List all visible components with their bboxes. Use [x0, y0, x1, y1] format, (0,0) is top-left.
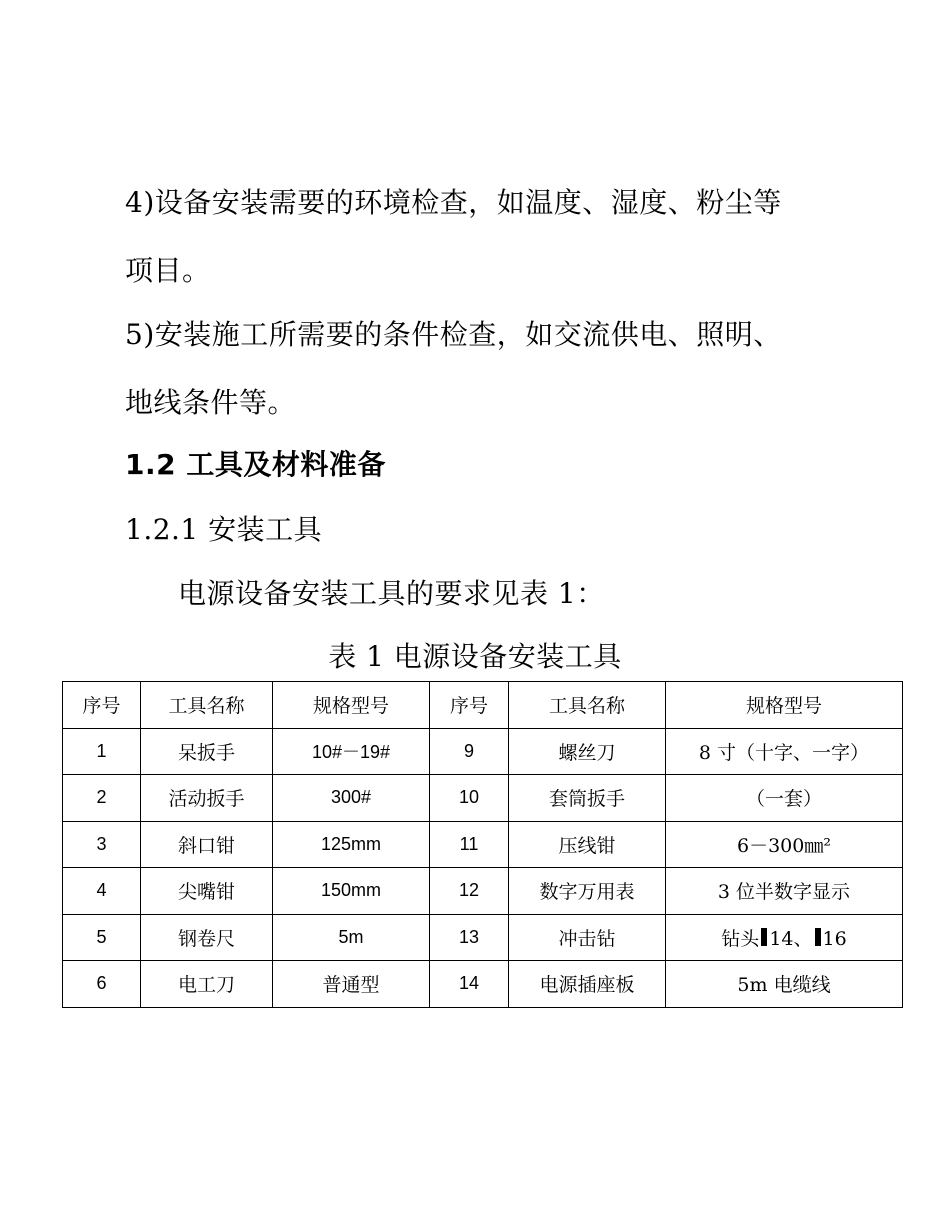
table-cell: 尖嘴钳 — [141, 868, 273, 915]
table-cell: 斜口钳 — [141, 821, 273, 868]
item-5-line-2: 地线条件等。 — [125, 386, 297, 419]
table-cell: 6 — [63, 961, 141, 1008]
table-cell: 5m — [273, 914, 430, 961]
table-cell: 9 — [430, 728, 509, 775]
table-cell: 2 — [63, 775, 141, 822]
table-intro: 电源设备安装工具的要求见表 1： — [178, 577, 605, 610]
table-cell: 钢卷尺 — [141, 914, 273, 961]
table-cell: 6－300㎜² — [666, 821, 903, 868]
header-cell: 序号 — [430, 682, 509, 729]
table-cell: 11 — [430, 821, 509, 868]
table-cell: 3 位半数字显示 — [666, 868, 903, 915]
subsection-heading: 1.2.1 安装工具 — [125, 513, 323, 546]
table-cell: 活动扳手 — [141, 775, 273, 822]
drill-size-1: 14 — [769, 927, 794, 950]
table-cell: 10#－19# — [273, 728, 430, 775]
drill-bit-cell — [666, 914, 903, 961]
table-row — [63, 728, 903, 775]
item-4-line-1: 4)设备安装需要的环境检查，如温度、湿度、粉尘等 — [125, 186, 782, 219]
table-cell: 套筒扳手 — [509, 775, 666, 822]
drill-size-2: 16 — [822, 927, 847, 950]
tools-table — [62, 681, 903, 1008]
table-cell: 普通型 — [273, 961, 430, 1008]
table-cell: 14 — [430, 961, 509, 1008]
table-cell: 125mm — [273, 821, 430, 868]
header-cell: 工具名称 — [141, 682, 273, 729]
table-cell: 电工刀 — [141, 961, 273, 1008]
table-cell: 呆扳手 — [141, 728, 273, 775]
drill-bit-label: 钻头 — [721, 927, 760, 950]
table-row — [63, 914, 903, 961]
header-cell: 工具名称 — [509, 682, 666, 729]
table-row — [63, 868, 903, 915]
table-row — [63, 775, 903, 822]
table-cell: 数字万用表 — [509, 868, 666, 915]
item-5-line-1: 5)安装施工所需要的条件检查，如交流供电、照明、 — [125, 318, 782, 351]
table-header-row — [63, 682, 903, 729]
table-cell: 冲击钻 — [509, 914, 666, 961]
table-cell: 150mm — [273, 868, 430, 915]
table-cell: 1 — [63, 728, 141, 775]
table-cell: 电源插座板 — [509, 961, 666, 1008]
table-cell: 4 — [63, 868, 141, 915]
table-cell: （一套） — [666, 775, 903, 822]
table-cell: 300# — [273, 775, 430, 822]
table-cell: 螺丝刀 — [509, 728, 666, 775]
table-cell: 8 寸（十字、一字） — [666, 728, 903, 775]
table-caption: 表 1 电源设备安装工具 — [328, 640, 622, 673]
header-cell: 规格型号 — [273, 682, 430, 729]
table-row — [63, 961, 903, 1008]
item-4-line-2: 项目。 — [125, 254, 211, 287]
table-cell: 压线钳 — [509, 821, 666, 868]
header-cell: 规格型号 — [666, 682, 903, 729]
table-cell: 5m 电缆线 — [666, 961, 903, 1008]
table-cell: 3 — [63, 821, 141, 868]
separator: 、 — [793, 927, 813, 950]
table-cell: 5 — [63, 914, 141, 961]
table-cell: 12 — [430, 868, 509, 915]
table-cell: 10 — [430, 775, 509, 822]
header-cell: 序号 — [63, 682, 141, 729]
table-cell: 13 — [430, 914, 509, 961]
bar-mark-icon — [815, 928, 821, 946]
section-heading: 1.2 工具及材料准备 — [125, 448, 386, 481]
table-row — [63, 821, 903, 868]
bar-mark-icon — [761, 928, 767, 946]
